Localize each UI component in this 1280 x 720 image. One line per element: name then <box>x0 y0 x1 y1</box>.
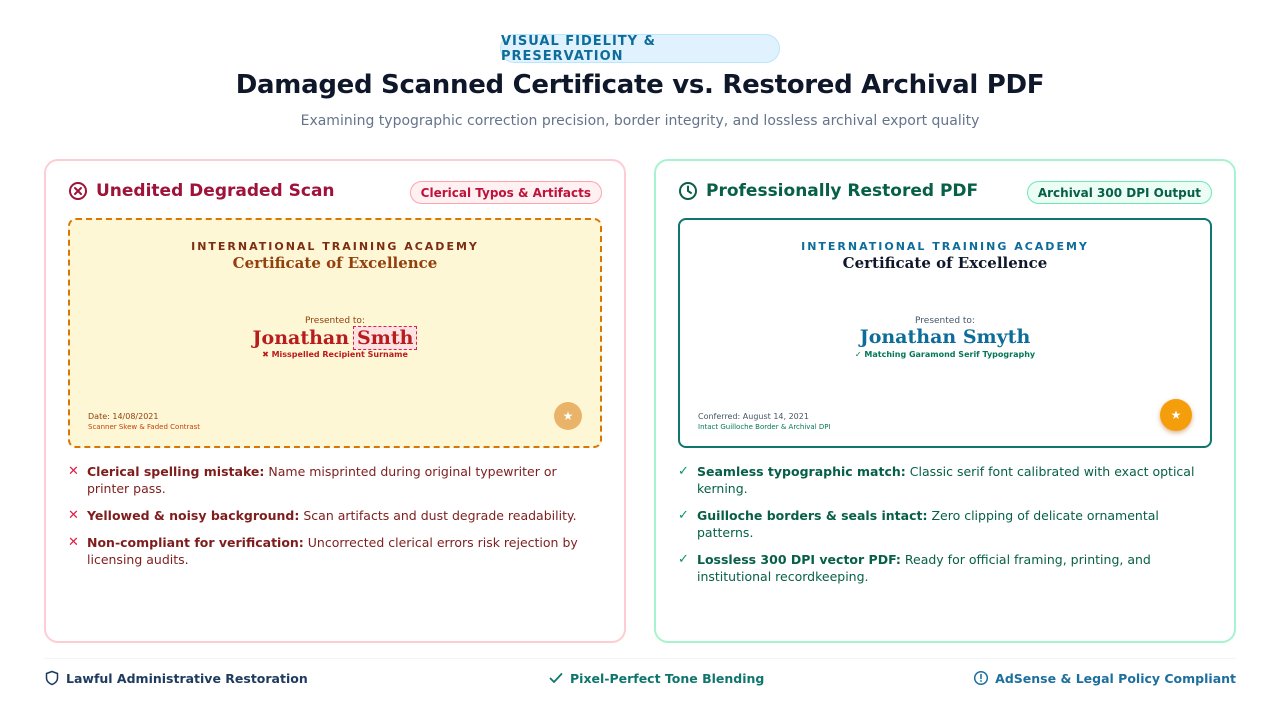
typography-note-text: Matching Garamond Serif Typography <box>864 350 1036 359</box>
x-mark-icon: ✕ <box>68 464 79 479</box>
certificate-name: Certificate of Excellence <box>842 254 1048 272</box>
star-seal-icon: ★ <box>1160 399 1192 431</box>
scan-quality-note: Scanner Skew & Faded Contrast <box>88 423 201 431</box>
list-item <box>68 534 598 568</box>
certificate-organization: INTERNATIONAL TRAINING ACADEMY <box>191 240 479 253</box>
check-mark-icon: ✓ <box>854 350 862 359</box>
x-circle-icon <box>68 181 88 201</box>
degraded-certificate-preview <box>68 218 602 448</box>
footer-lawful-restoration <box>44 670 308 686</box>
benefit-heading: Seamless typographic match: <box>697 464 906 479</box>
list-item <box>678 463 1208 497</box>
misspelled-surname: Smth <box>353 326 417 350</box>
x-mark-icon: ✕ <box>68 508 79 523</box>
restored-benefits-list <box>678 463 1208 595</box>
info-circle-icon <box>973 670 989 686</box>
page-title: Damaged Scanned Certificate vs. Restored Archival PDF <box>235 70 1045 100</box>
list-item <box>68 463 598 497</box>
issue-heading: Clerical spelling mistake: <box>87 464 265 479</box>
check-mark-icon: ✓ <box>678 508 689 523</box>
footer-policy-compliant <box>973 670 1236 686</box>
degraded-issues-list <box>68 463 598 578</box>
star-seal-icon: ★ <box>554 402 582 430</box>
issue-text: Scan artifacts and dust degrade readability. <box>299 508 577 523</box>
check-icon <box>548 670 564 686</box>
presented-to-label: Presented to: <box>305 316 365 326</box>
check-mark-icon: ✓ <box>678 464 689 479</box>
benefit-text: Zero clipping of delicate ornamental patterns. <box>697 508 1159 540</box>
restored-pdf-panel <box>654 159 1236 643</box>
benefit-heading: Lossless 300 DPI vector PDF: <box>697 552 901 567</box>
certificate-date: Date: 14/08/2021 <box>88 412 159 421</box>
misspelling-note-text: Misspelled Recipient Surname <box>271 350 408 359</box>
benefit-text: Classic serif font calibrated with exact optical kerning. <box>697 464 1195 496</box>
issue-heading: Non-compliant for verification: <box>87 535 304 550</box>
restored-panel-header <box>678 181 978 201</box>
restored-panel-title: Professionally Restored PDF <box>706 181 979 201</box>
footer-divider <box>44 658 1236 659</box>
page-subtitle: Examining typographic correction precision, border integrity, and lossless archival export quality <box>300 113 980 129</box>
misspelling-note <box>70 350 600 359</box>
footer-label: Lawful Administrative Restoration <box>66 670 308 686</box>
issue-text: Uncorrected clerical errors risk rejection by licensing audits. <box>87 535 578 567</box>
shield-icon <box>44 670 60 686</box>
clock-icon <box>678 181 698 201</box>
benefit-heading: Guilloche borders & seals intact: <box>697 508 928 523</box>
list-item <box>68 507 598 524</box>
degraded-scan-panel <box>44 159 626 643</box>
x-mark-icon: ✖ <box>262 350 269 359</box>
archival-quality-note: Intact Guilloche Border & Archival DPI <box>698 423 831 431</box>
check-mark-icon: ✓ <box>678 552 689 567</box>
list-item <box>678 551 1208 585</box>
typography-note <box>680 350 1210 359</box>
section-badge: VISUAL FIDELITY & PRESERVATION <box>500 34 780 63</box>
restored-certificate-preview <box>678 218 1212 448</box>
presented-to-label: Presented to: <box>915 316 975 326</box>
restored-status-tag: Archival 300 DPI Output <box>1027 181 1212 204</box>
certificate-date: Conferred: August 14, 2021 <box>698 412 809 421</box>
degraded-panel-header <box>68 181 335 201</box>
degraded-status-tag: Clerical Typos & Artifacts <box>410 181 602 204</box>
footer-label: AdSense & Legal Policy Compliant <box>995 670 1236 686</box>
footer-label: Pixel-Perfect Tone Blending <box>570 670 765 686</box>
recipient-name-corrected: Jonathan Smyth <box>859 326 1031 348</box>
list-item <box>678 507 1208 541</box>
issue-text: Name misprinted during original typewriter or printer pass. <box>87 464 557 496</box>
certificate-organization: INTERNATIONAL TRAINING ACADEMY <box>801 240 1089 253</box>
issue-heading: Yellowed & noisy background: <box>87 508 300 523</box>
recipient-first-name: Jonathan <box>252 327 350 349</box>
footer-tone-blending <box>548 670 764 686</box>
benefit-text: Ready for official framing, printing, and institutional recordkeeping. <box>697 552 1151 584</box>
recipient-name-misspelled <box>70 326 600 350</box>
certificate-name: Certificate of Excellence <box>232 254 438 272</box>
x-mark-icon: ✕ <box>68 535 79 550</box>
degraded-panel-title: Unedited Degraded Scan <box>96 181 335 201</box>
